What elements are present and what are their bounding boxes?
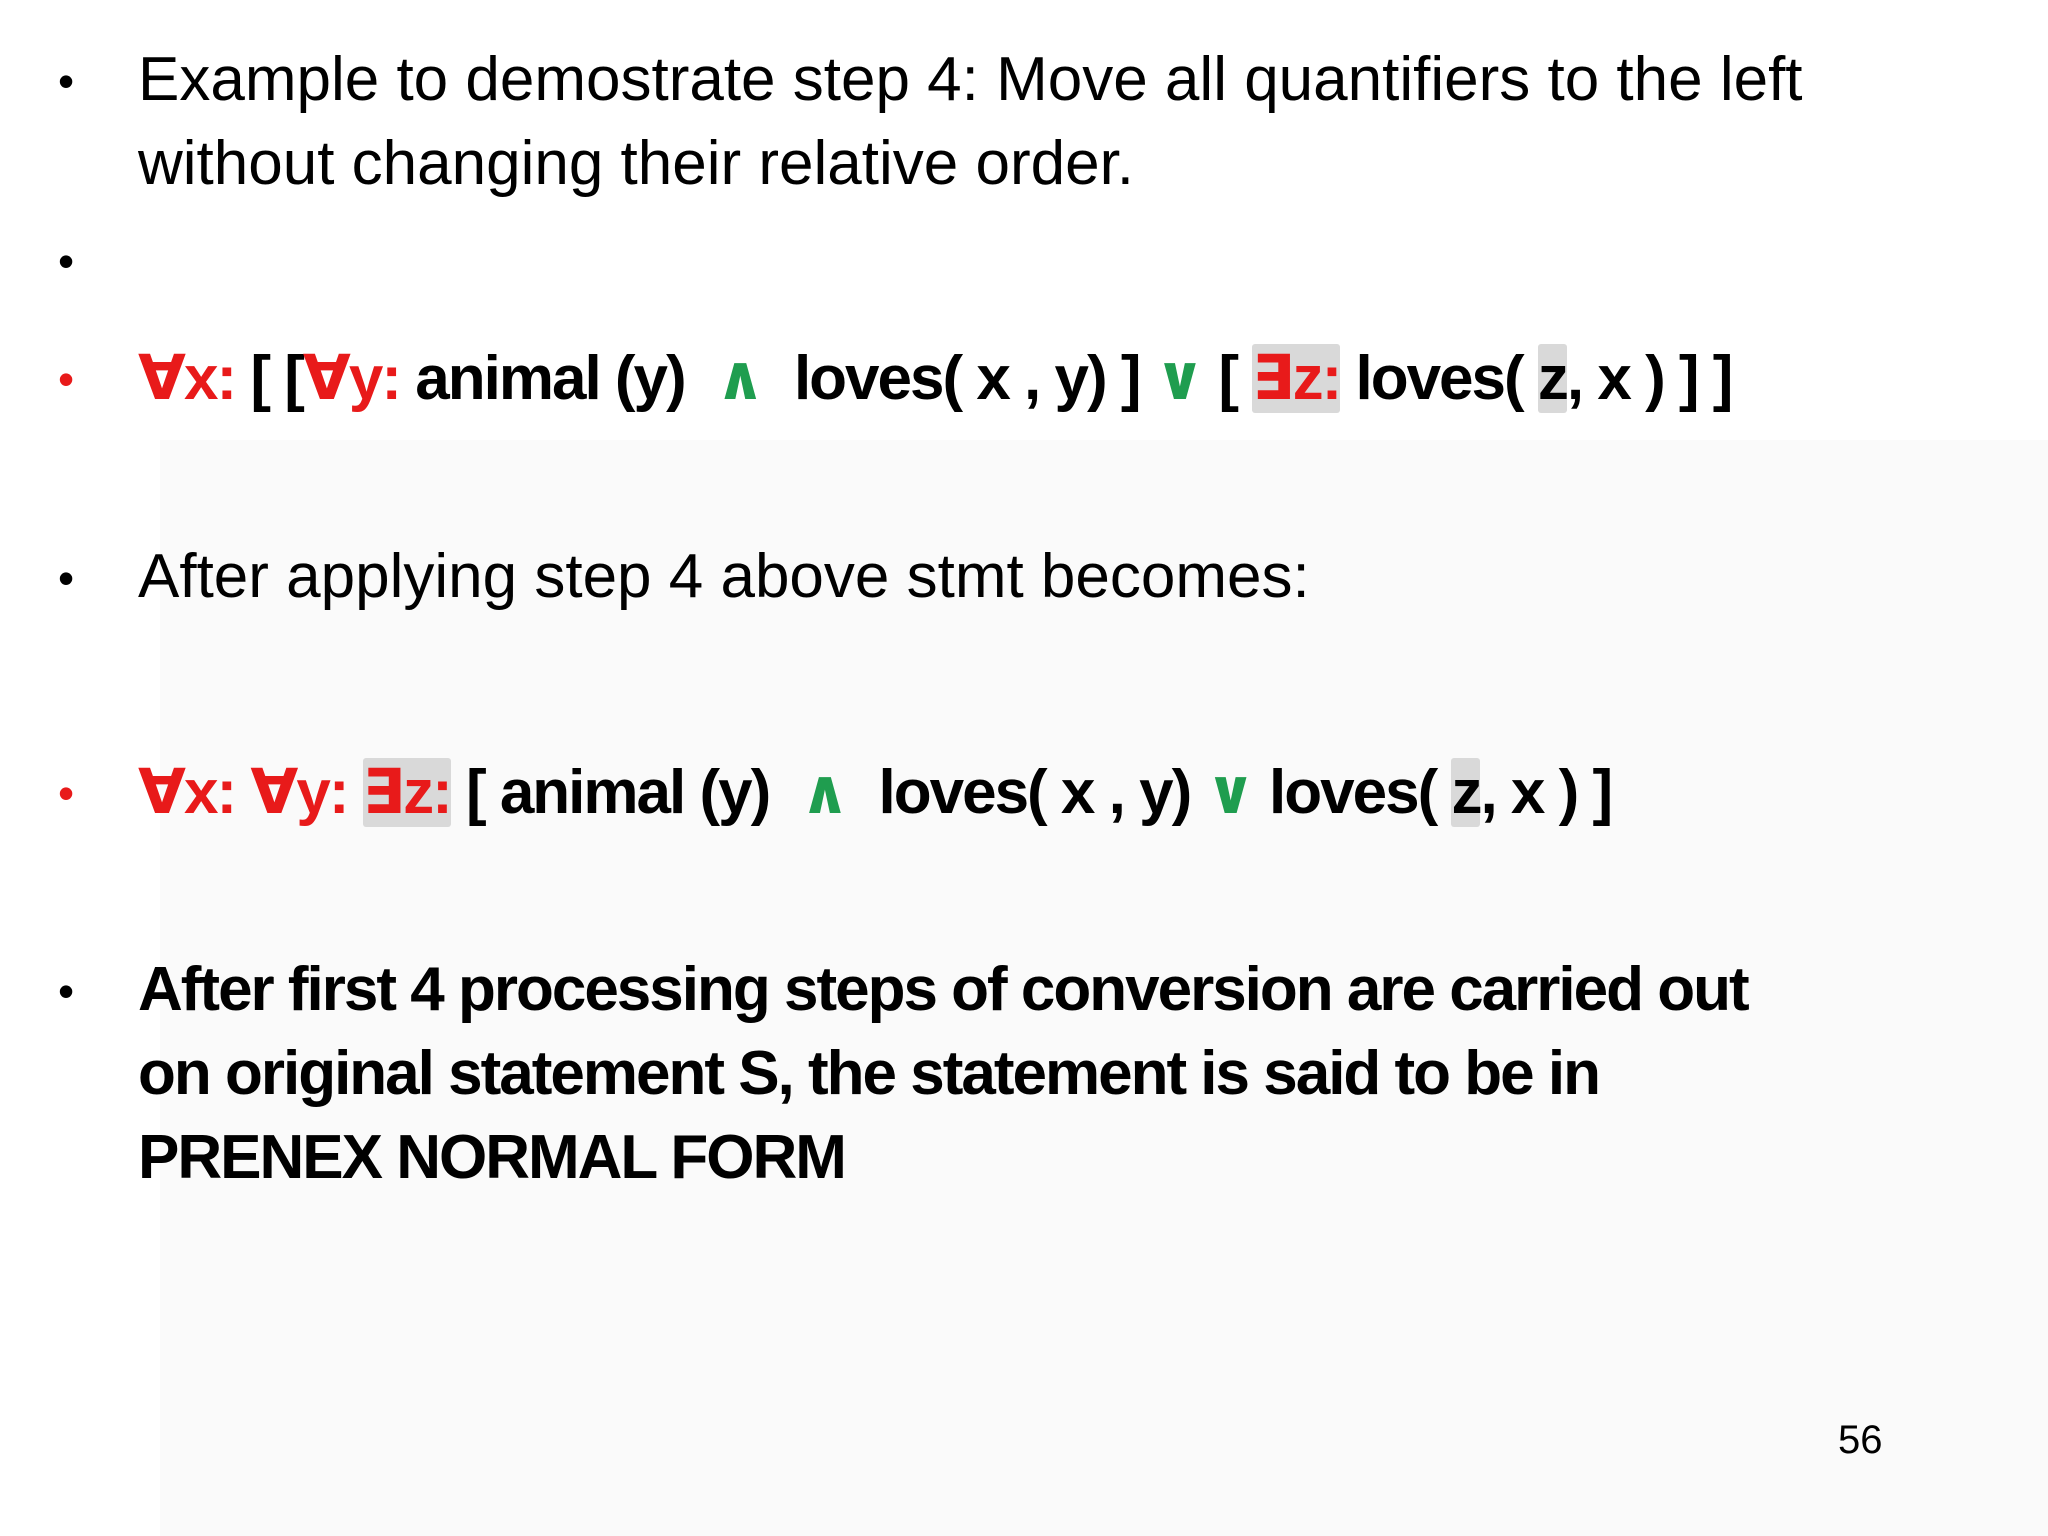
formula-text: [ animal (y)	[465, 758, 770, 827]
variable-z: z	[1451, 758, 1481, 827]
bullet-marker: •	[58, 353, 75, 405]
conclusion-line-1: After first 4 processing steps of conversion are carried out	[138, 955, 1748, 1024]
and-operator: ∧	[715, 341, 764, 414]
conclusion-line-2: on original statement S, the statement is said to be in	[138, 1039, 1599, 1108]
quantifier-forall-x: ∀x:	[138, 758, 236, 827]
quantifier-exists-z: ∃z:	[362, 758, 451, 827]
intro-line-2: without changing their relative order.	[138, 129, 1135, 198]
bullet-marker: •	[58, 552, 75, 604]
formula-text: loves( x , y)	[878, 758, 1191, 827]
quantifier-exists-z: ∃z:	[1252, 344, 1341, 413]
intro-line-1: Example to demostrate step 4: Move all quantifiers to the left	[138, 45, 1803, 114]
and-operator: ∧	[799, 755, 849, 828]
quantifier-forall-x: ∀x:	[138, 344, 236, 413]
formula-text: loves(	[1269, 758, 1437, 827]
formula-text: , x ) ]	[1480, 758, 1612, 827]
formula-text: loves( x , y) ]	[793, 344, 1140, 413]
quantifier-forall-y: ∀y:	[250, 758, 348, 827]
formula-text: loves(	[1355, 344, 1523, 413]
conclusion-text	[138, 948, 2018, 1200]
conclusion-line-3: PRENEX NORMAL FORM	[138, 1123, 845, 1192]
formula-text: [ [	[250, 344, 303, 413]
or-operator: ∨	[1205, 755, 1254, 828]
quantifier-forall-y: ∀y:	[302, 344, 401, 413]
bullet-marker: •	[58, 965, 75, 1017]
bullet-marker: •	[58, 767, 75, 819]
page-number: 56	[1838, 1418, 1883, 1462]
after-step-label: After applying step 4 above stmt becomes:	[138, 542, 1310, 611]
prenex-formula	[138, 750, 1611, 835]
formula-text: , x ) ] ]	[1566, 344, 1732, 413]
or-operator: ∨	[1154, 341, 1204, 414]
formula-text: [	[1218, 344, 1237, 413]
bullet-marker: •	[58, 55, 75, 107]
variable-z: z	[1537, 344, 1567, 413]
original-formula	[138, 336, 1731, 421]
bullet-marker: •	[58, 235, 75, 287]
formula-text: animal (y)	[415, 344, 685, 413]
